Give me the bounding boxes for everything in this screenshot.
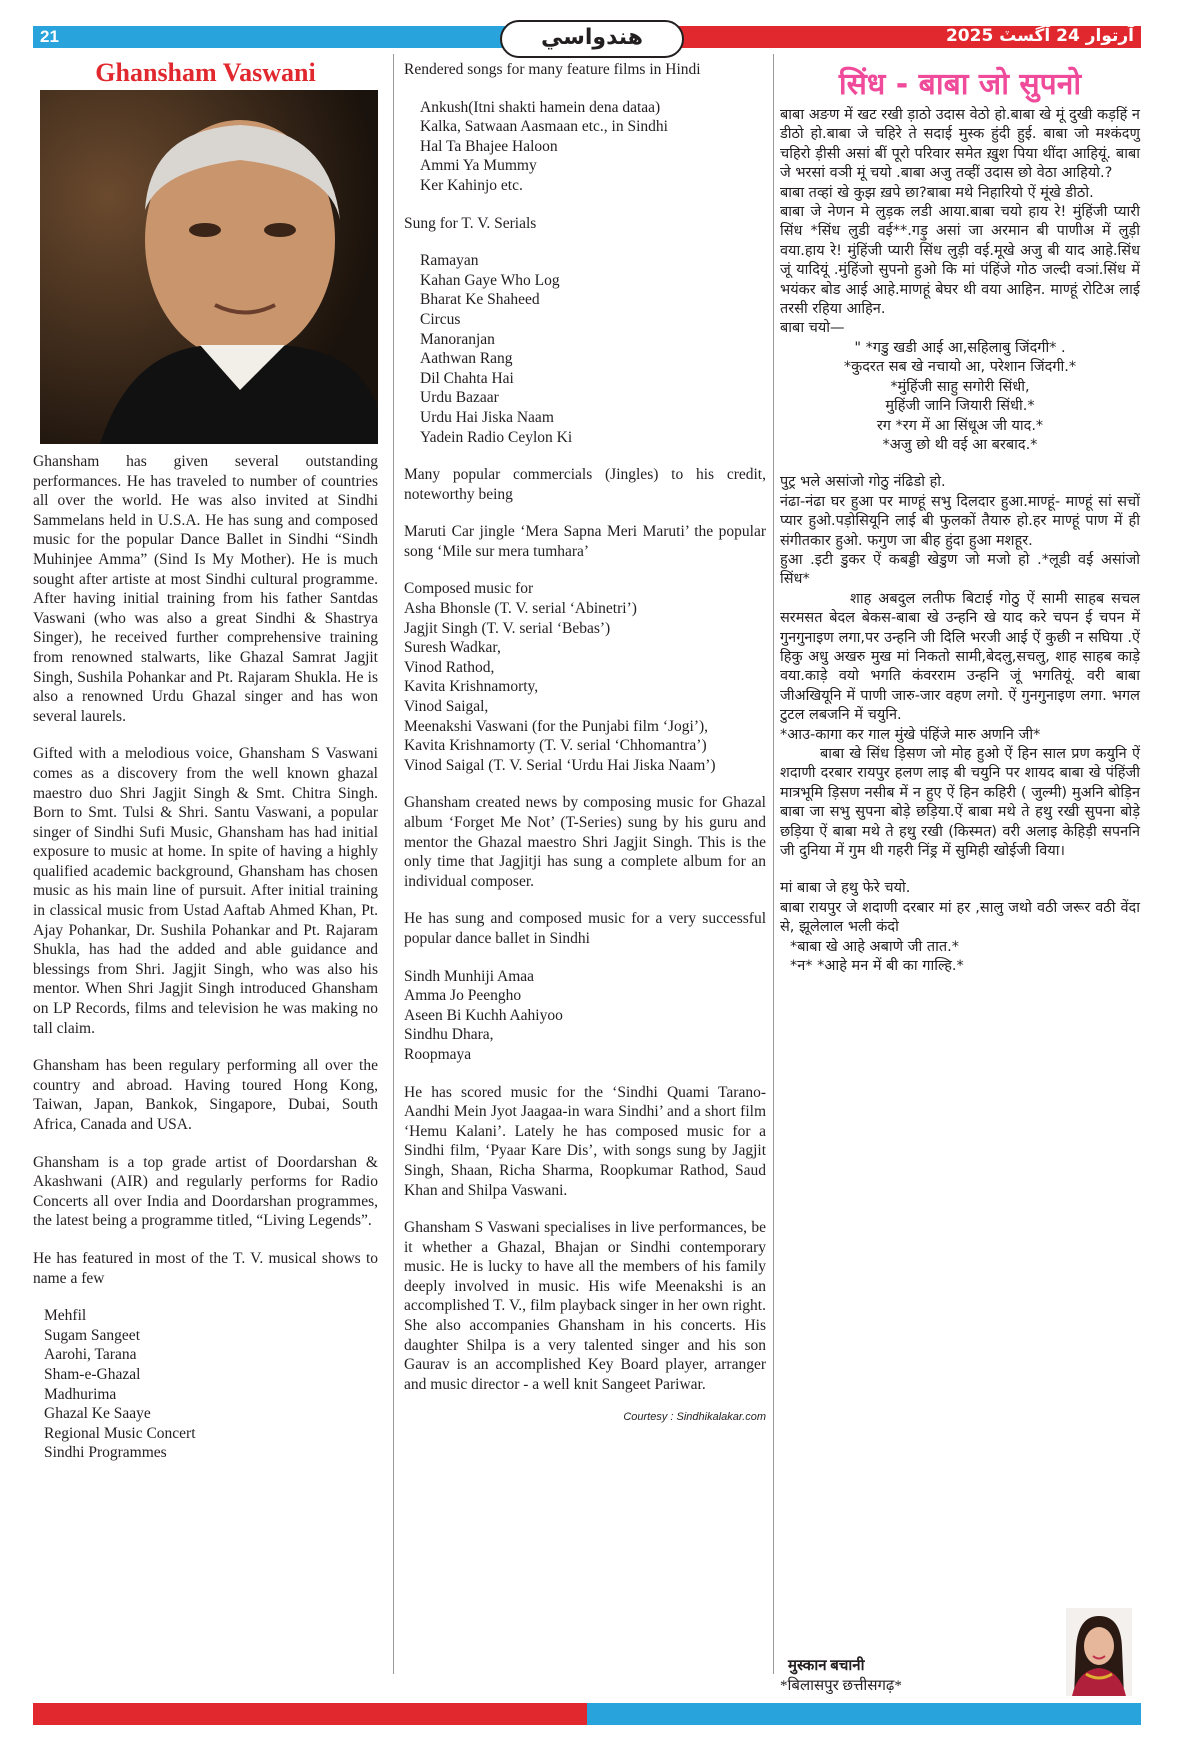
list-item: Vinod Saigal (T. V. Serial ‘Urdu Hai Jiska Naam’) bbox=[404, 756, 716, 774]
list-item: Yadein Radio Ceylon Ki bbox=[420, 428, 573, 446]
story-paragraph: बाबा अङण में खट रखी ड़ाठो उदास वेठो हो.बाबा खे मूं दुखी कड़हिं न डीठो हो.बाबा जे चहिरे ते सदाई मुस्क हुंदी हुई. बाबा जो मश्कंदणु चहिरो ड़ीसी असां बीं पूरो परिवार समेत ख़ुश पिया थींदा आहियूं. बाबा जे भरसां वञी मूं चयो .बाबा अजु तव्हीं उदास छो वेठा आहियो.? bbox=[780, 107, 1140, 182]
list-item: Aseen Bi Kuchh Aahiyoo bbox=[404, 1006, 563, 1024]
left-column bbox=[33, 452, 378, 1481]
courtesy-credit: Courtesy : Sindhikalakar.com bbox=[623, 1411, 766, 1424]
serials-list bbox=[404, 251, 766, 447]
list-heading: Composed music for bbox=[404, 580, 534, 598]
list-item: Sindh Munhiji Amaa bbox=[404, 967, 535, 985]
masthead-logo: هندواسي bbox=[500, 20, 684, 58]
bio-paragraph: Gifted with a melodious voice, Ghansham S Vaswani comes as a discovery from the well known ghazal maestro duo Shri Jagjit Singh & Smt. Chitra Singh. Born to Smt. Tulsi & Shri. Santu Vaswani, a popular singer of Sindhi Sufi Music, Ghansham has had initial exposure to music at home. In spite of having a highly qualified academic background, Ghansham has chosen music as his main line of pursuit. After initial training in classical music from Ustad Aaftab Ahmed Khan, Pt. Ajay Pohankar, Dr. Sushila Pohankar and Pt. Rajaram Shukla, has had the added and able guidance and blessings from Shri. Jagjit Singh, who was also his mentor. When Shri Jagjit Singh introduced Ghansham on LP Records, films and television he was making no tall claim. bbox=[33, 745, 378, 1037]
list-item: Vinod Rathod, bbox=[404, 658, 495, 676]
list-item: Kavita Krishnamorty (T. V. serial ‘Chhomantra’) bbox=[404, 737, 707, 755]
hindi-article-title: सिंध - बाबा जो सुपनो bbox=[838, 67, 1082, 102]
list-item: Jagjit Singh (T. V. serial ‘Bebas’) bbox=[404, 619, 611, 637]
column-divider bbox=[773, 54, 774, 1674]
story-paragraph: बाबा चयो— bbox=[780, 320, 845, 337]
bio-paragraph: Ghansham S Vaswani specialises in live performances, be it whether a Ghazal, Bhajan or Sindhi contemporary music. He is lucky to have all the members of his family deeply involved in music. His wife Meenakshi is an accomplished T. V., film playback singer in her own right. She also accompanies Ghansham in his concerts. His daughter Shilpa is a very talented singer and his son Gaurav is an accomplished Key Board player, arranger and music director - a well knit Sangeet Pariwar. bbox=[404, 1219, 766, 1393]
section-intro: Many popular commercials (Jingles) to his credit, noteworthy being bbox=[404, 466, 766, 503]
tv-shows-list bbox=[33, 1306, 378, 1463]
bio-paragraph: Ghansham has given several outstanding performances. He has traveled to number of countries all over the world. He was also invited at Sindhi Sammelans held in U.S.A. He has sung and composed music for the popular Dance Ballet in Sindhi “Sindh Muhinjee Amma” (Sind Is My Mother). He is much sought after artiste at most Sindhi cultural programme. After having initial training from his father Santdas Vaswani (who was also a great Sindhi & Shastrya Singer), he received further comprehensive training from renowned stalwarts, like Ghazal Samrat Jagjit Singh, Sushila Pohankar and Pt. Rajaram Shukla. He is also a renowned Urdu Ghazal singer and has won several laurels. bbox=[33, 453, 378, 725]
page-number: 21 bbox=[40, 27, 59, 46]
list-item: Hal Ta Bhajee Haloon bbox=[420, 137, 558, 155]
list-item: Ker Kahinjo etc. bbox=[420, 176, 523, 194]
list-item: Urdu Hai Jiska Naam bbox=[420, 408, 554, 426]
story-paragraph: *न* *आहे मन में बी का गाल्हि.* bbox=[790, 958, 964, 975]
story-paragraph: *बाबा खे आहे अबाणे जी तात.* bbox=[790, 938, 959, 955]
list-item: Suresh Wadkar, bbox=[404, 639, 501, 657]
list-item: Kavita Krishnamorty, bbox=[404, 678, 539, 696]
story-paragraph: बाबा खे सिंध ड़िसण जो मोह हुओ ऐं हिन साल प्रण कयुनि ऐं शदाणी दरबार रायपुर हलण लाइ बी चयुनि पर शायद बाबा खे पंहिंजी मात्रभूमि ड़िसण नसीब में न हुए ऐं हिन कहिरी ( जुल्मी) मुअनि बोड़िन बाबा जा सभु सुपना बोड़े छड़िया.ऐं बाबा मथे ते हथु रखी सुपना बोड़े छड़िया ऐं बाबा मथे ते हथु रखी (किस्मत) वरी अलाइ केहिड़ी सपननि जी दुनिया में गुम थी गहरी निंड्र में सुमिही खोईजी विया। bbox=[780, 746, 1140, 860]
list-item: Dil Chahta Hai bbox=[420, 369, 514, 387]
story-paragraph: बाबा रायपुर जे शदाणी दरबार मां हर ,सालु जथो वठी जरूर वठी वेंदा से, झूलेलाल भली कंदो bbox=[780, 899, 1140, 936]
list-item: Kalka, Satwaan Aasmaan etc., in Sindhi bbox=[420, 118, 668, 136]
poem-line: *अजु छो थी वई आ बरबाद.* bbox=[882, 436, 1038, 453]
list-item: Kahan Gaye Who Log bbox=[420, 271, 560, 289]
article-title: Ghansham Vaswani bbox=[95, 58, 316, 87]
list-item: Aathwan Rang bbox=[420, 350, 513, 368]
poem-line: मुहिंजी जानि जियारी सिंधी.* bbox=[885, 398, 1035, 415]
story-paragraph: बाबा तव्हां खे कुझ ख़पे छा?बाबा मथे निहारियो ऐं मूंखे डीठो. bbox=[780, 184, 1094, 201]
issue-date: آرتوار 24 آگسٽ 2025 bbox=[945, 26, 1134, 46]
portrait-photo bbox=[40, 90, 378, 444]
poem-line: रग *रग में आ सिंधूअ जी याद.* bbox=[876, 417, 1044, 434]
list-item: Ammi Ya Mummy bbox=[420, 157, 537, 175]
list-item: Bharat Ke Shaheed bbox=[420, 291, 540, 309]
list-item: Urdu Bazaar bbox=[420, 389, 499, 407]
story-paragraph: नंढा-नंढा घर हुआ पर माण्हूं सभु दिलदार हुआ.माण्हूं- माण्हूं सां सचों प्यार हुओ.पड़ोसियूनि लाई बी फुलकों तैयारु हो.हर माण्हूं पाण में ही संगीतकार हुओ. फगुण जा बीह हुंदा हुआ मशहूर. bbox=[780, 493, 1140, 549]
story-paragraph: पुट्र भले असांजो गोठु नंढिडो हो. bbox=[780, 474, 946, 491]
list-item: Sindhi Programmes bbox=[44, 1444, 167, 1462]
list-item: Regional Music Concert bbox=[44, 1424, 196, 1442]
list-item: Sindhu Dhara, bbox=[404, 1026, 494, 1044]
bio-paragraph: He has sung and composed music for a very successful popular dance ballet in Sindhi bbox=[404, 910, 766, 947]
poem-line: *कुदरत सब खे नचायो आ, परेशान जिंदगी.* bbox=[843, 359, 1077, 376]
column-divider bbox=[393, 54, 394, 1674]
right-column bbox=[780, 106, 1140, 976]
footer-bar bbox=[33, 1703, 1141, 1725]
poem-block bbox=[780, 339, 1140, 455]
section-intro: Sung for T. V. Serials bbox=[404, 214, 537, 232]
list-item: Manoranjan bbox=[420, 330, 495, 348]
author-place: *बिलासपुर छत्तीसगढ़* bbox=[780, 1678, 902, 1694]
list-item: Sugam Sangeet bbox=[44, 1326, 140, 1344]
list-item: Madhurima bbox=[44, 1385, 117, 1403]
section-intro: Rendered songs for many feature films in Hindi bbox=[404, 61, 701, 78]
list-item: Ghazal Ke Saaye bbox=[44, 1405, 151, 1423]
films-list bbox=[404, 98, 766, 196]
list-item: Amma Jo Peengho bbox=[404, 987, 522, 1005]
author-avatar bbox=[1066, 1608, 1132, 1696]
author-name: मुस्कान बचानी bbox=[788, 1658, 865, 1674]
story-paragraph: मां बाबा जे हथु फेरे चयो. bbox=[780, 880, 911, 897]
bio-paragraph: He has scored music for the ‘Sindhi Quami Tarano-Aandhi Mein Jyot Jaagaa-in wara Sindhi’ and a short film ‘Hemu Kalani’. Lately he has composed music for a Sindhi film, ‘Pyaar Kare Dis’, with songs sung by Jagjit Singh, Shaan, Richa Sharma, Roopkumar Rathod, Saud Khan and Shilpa Vaswani. bbox=[404, 1083, 766, 1199]
poem-line: " *गडु खडी आई आ,सहिलाबु जिंदगी* . bbox=[854, 339, 1066, 356]
author-signature bbox=[780, 1655, 902, 1695]
bio-paragraph: Ghansham has been regulary performing all over the country and abroad. Having toured Hong Kong, Taiwan, Japan, Bankok, Singapore, Dubai, South Africa, Canada and USA. bbox=[33, 1057, 378, 1133]
jingles-paragraph: Maruti Car jingle ‘Mera Sapna Meri Maruti’ the popular song ‘Mile sur mera tumhara’ bbox=[404, 523, 766, 560]
bio-paragraph: He has featured in most of the T. V. musical shows to name a few bbox=[33, 1249, 378, 1287]
ballets-list bbox=[404, 967, 766, 1065]
list-item: Meenakshi Vaswani (for the Punjabi film ‘Jogi’), bbox=[404, 717, 709, 735]
bio-paragraph: Ghansham is a top grade artist of Doordarshan & Akashwani (AIR) and regularly performs for Radio Concerts all over India and Doordarshan programmes, the latest being a programme titled, “Living Legends”. bbox=[33, 1153, 378, 1230]
list-item: Ankush(Itni shakti hamein dena dataa) bbox=[420, 98, 661, 116]
story-paragraph: शाह अबदुल लतीफ बिटाई गोठु ऐं सामी साहब सचल सरमसत बेदल बेकस-बाबा खे उन्हनि खे याद करे चपन ई चपन में गुनगुनाइण लगा,पर उन्हनि जी दिलि भरजी आई ऐं कुछी न सघिया .ऐं हिकु अधु अखरु मुख मां निकतो सामी,बेदलु,सचलु, शाह साहब काड़े वया.काड़े वयो भगति कंवरराम उन्हनि जूं भगतियूं. वरी बाबा जीअखियूनि में पाणी जारु-जार वहण लगो. ऐं गुनगुनाइण लगा. भगल टुटल लबजनि में चयुनि. bbox=[780, 590, 1140, 724]
list-item: Sham-e-Ghazal bbox=[44, 1365, 141, 1383]
story-paragraph: *आउ-कागा कर गाल मुंखे पंहिंजे मारु अणनि जी* bbox=[780, 726, 1041, 743]
list-item: Ramayan bbox=[420, 252, 479, 270]
list-item: Asha Bhonsle (T. V. serial ‘Abinetri’) bbox=[404, 600, 637, 618]
middle-column bbox=[404, 60, 766, 1428]
bio-paragraph: Ghansham created news by composing music for Ghazal album ‘Forget Me Not’ (T-Series) sung by his guru and mentor the Ghazal maestro Shri Jagjit Singh. This is the only time that Jagjitji has sung a complete album for an individual composer. bbox=[404, 794, 766, 890]
list-item: Roopmaya bbox=[404, 1045, 472, 1063]
list-item: Mehfil bbox=[44, 1307, 87, 1325]
list-item: Circus bbox=[420, 310, 461, 328]
list-item: Aarohi, Tarana bbox=[44, 1346, 137, 1364]
poem-line: *मुंहिंजी साहु सगोरी सिंधी, bbox=[890, 378, 1030, 395]
story-paragraph: बाबा जे नेणन मे लुड़क लडी आया.बाबा चयो हाय रे! मुंहिंजी प्यारी सिंध *सिंध लुडी वई**.गड़ु असां जा अरमान बी पाणीअ में लुड़ी वया.हाय रे! मुंहिंजी प्यारी सिंध लुड़ी वई.मूखे अजु बी याद आहे.सिंध जूं यादियूं .मुंहिंजो सुपनो हुओ कि मां पंहिंजे गोठ जल्दी वञां.सिंध में भयंकर बोड आई आहे.माणहूं बेघर थी वया आहिन. माण्हूं रोटिअ लाई तरसी रहिया आहिन. bbox=[780, 204, 1140, 318]
list-item: Vinod Saigal, bbox=[404, 698, 489, 716]
story-paragraph: हुआ .इटी डुकर ऐं कबड्डी खेडुण जो मजो हो .*लूडी वई असांजो सिंध* bbox=[780, 551, 1140, 588]
composed-list bbox=[404, 579, 766, 775]
